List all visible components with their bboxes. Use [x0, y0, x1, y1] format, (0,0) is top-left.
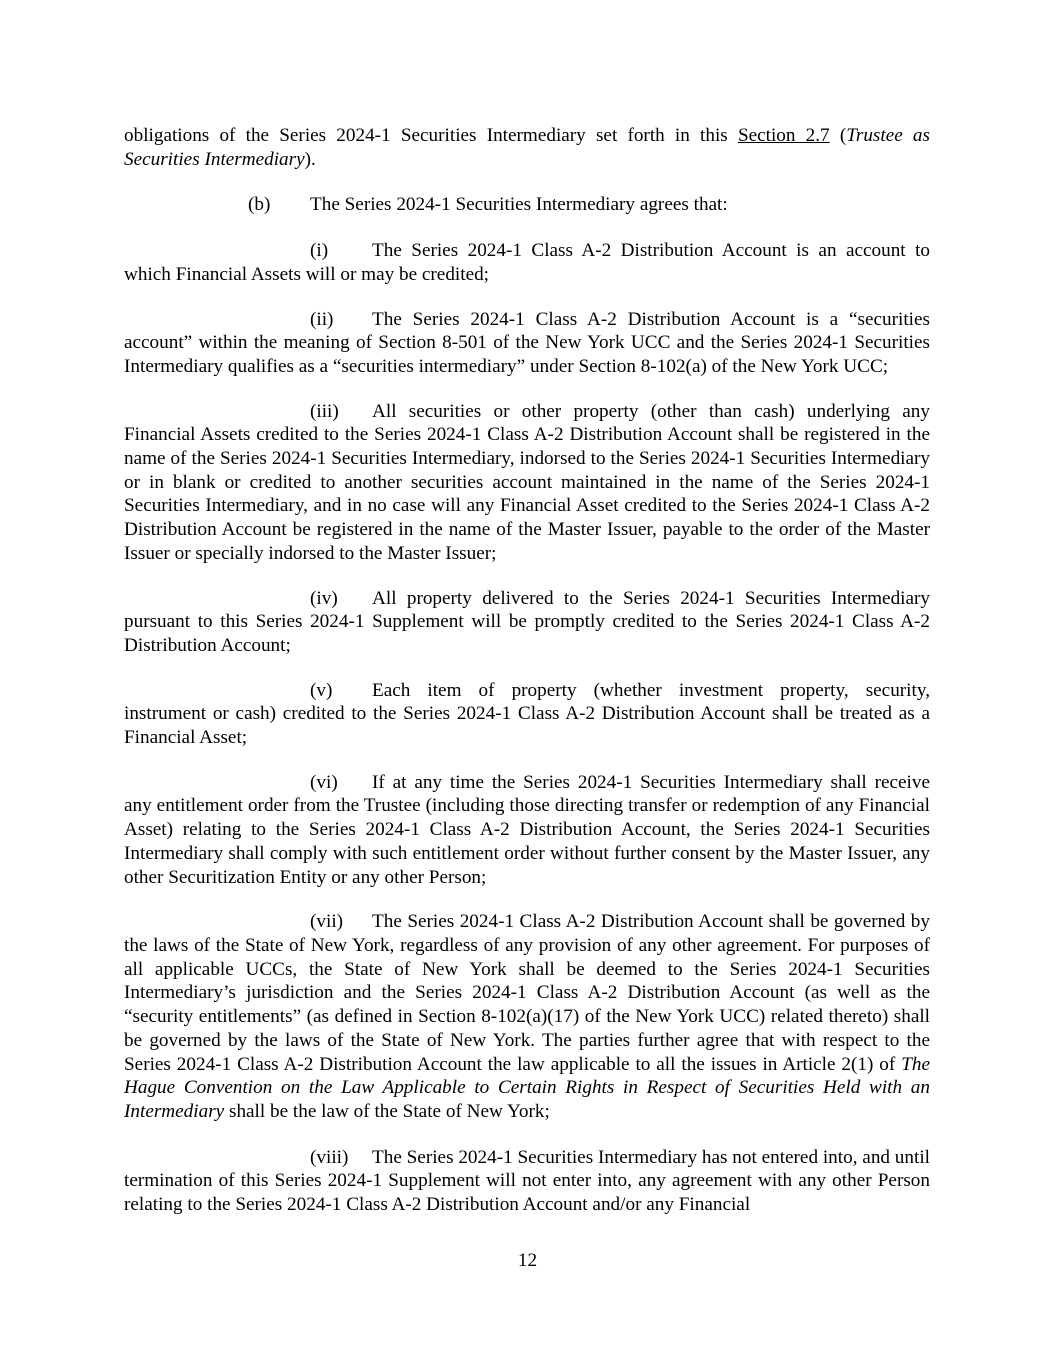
intro-text-2: (	[829, 125, 847, 146]
clause-vi-text: If at any time the Series 2024-1 Securities Intermediary shall receive any entitlement order from the Trustee (including those directing transfer or redemption of any Financial Asset) relating to the Series 2024-1 Class A-2 Distribution Account, the Series 2024-1 Securities Intermediary shall comply with such entitlement order without further consent by the Master Issuer, any other Securitization Entity or any other Person;	[124, 771, 930, 888]
clause-ii	[124, 308, 930, 379]
clause-ii-text: The Series 2024-1 Class A-2 Distribution Account is a “securities account” within the meaning of Section 8-501 of the New York UCC and the Series 2024-1 Securities Intermediary qualifies as a “securities intermediary” under Section 8-102(a) of the New York UCC;	[124, 308, 930, 377]
clause-vii-text-2: shall be the law of the State of New York;	[224, 1100, 550, 1122]
section-reference-title: Trustee as Securities Intermediary	[124, 125, 930, 170]
clause-v-label: (v)	[310, 679, 333, 701]
section-reference-link: Section 2.7	[737, 125, 830, 146]
clause-vii-label: (vii)	[310, 911, 344, 933]
clause-vii-text-1: The Series 2024-1 Class A-2 Distribution Account shall be governed by the laws of the State of New York, regardless of any provision of any other agreement. For purposes of all applicable UCCs, the State of New York shall be deemed to the Series 2024-1 Securities Intermediary’s jurisdiction and the Series 2024-1 Class A-2 Distribution Account (as well as the “security entitlements” (as defined in Section 8-102(a)(17) of the New York UCC) related thereto) shall be governed by the laws of the State of New York. The parties further agree that with respect to the Series 2024-1 Class A-2 Distribution Account the law applicable to all the issues in Article 2(1) of	[124, 911, 930, 1075]
clause-b-text: The Series 2024-1 Securities Intermediary agrees that:	[310, 194, 728, 216]
clause-ii-label: (ii)	[310, 308, 334, 330]
hague-convention-title: The Hague Convention on the Law Applicable to Certain Rights in Respect of Securities Held with an Intermediary	[124, 1053, 930, 1122]
clause-iii	[124, 400, 930, 566]
intro-text-3: ).	[304, 148, 316, 170]
clause-iii-label: (iii)	[310, 400, 339, 422]
clause-v-text: Each item of property (whether investment property, security, instrument or cash) credited to the Series 2024-1 Class A-2 Distribution Account shall be treated as a Financial Asset;	[124, 679, 930, 749]
clause-viii-text: The Series 2024-1 Securities Intermediary has not entered into, and until termination of this Series 2024-1 Supplement will not enter into, any agreement with any other Person relating to the Series 2024-1 Class A-2 Distribution Account and/or any Financial	[124, 1146, 930, 1216]
page-number: 12	[517, 1250, 538, 1271]
clause-viii	[124, 1146, 930, 1217]
clause-iv-label: (iv)	[310, 587, 338, 609]
intro-text-1: obligations of the Series 2024-1 Securities Intermediary set forth in this	[124, 125, 738, 146]
intro-paragraph	[124, 124, 930, 171]
clause-i-text: The Series 2024-1 Class A-2 Distribution Account is an account to which Financial Assets will or may be credited;	[124, 240, 930, 285]
clause-b	[124, 193, 930, 217]
clause-v	[124, 679, 930, 750]
document-page	[124, 124, 930, 1217]
clause-b-label: (b)	[248, 194, 271, 216]
clause-vii	[124, 910, 930, 1123]
clause-iv	[124, 587, 930, 658]
clause-iv-text: All property delivered to the Series 2024-1 Securities Intermediary pursuant to this Series 2024-1 Supplement will be promptly credited to the Series 2024-1 Class A-2 Distribution Account;	[124, 587, 930, 656]
clause-i	[124, 239, 930, 286]
clause-iii-text: All securities or other property (other than cash) underlying any Financial Assets credited to the Series 2024-1 Class A-2 Distribution Account shall be registered in the name of the Series 2024-1 Securities Intermediary, indorsed to the Series 2024-1 Securities Intermediary or in blank or credited to another securities account maintained in the name of the Series 2024-1 Securities Intermediary, and in no case will any Financial Asset credited to the Series 2024-1 Class A-2 Distribution Account be registered in the name of the Master Issuer, payable to the order of the Master Issuer or specially indorsed to the Master Issuer;	[124, 400, 930, 564]
clause-vi	[124, 771, 930, 890]
clause-vi-label: (vi)	[310, 771, 338, 793]
clause-viii-label: (viii)	[310, 1146, 349, 1168]
clause-i-label: (i)	[310, 240, 329, 262]
